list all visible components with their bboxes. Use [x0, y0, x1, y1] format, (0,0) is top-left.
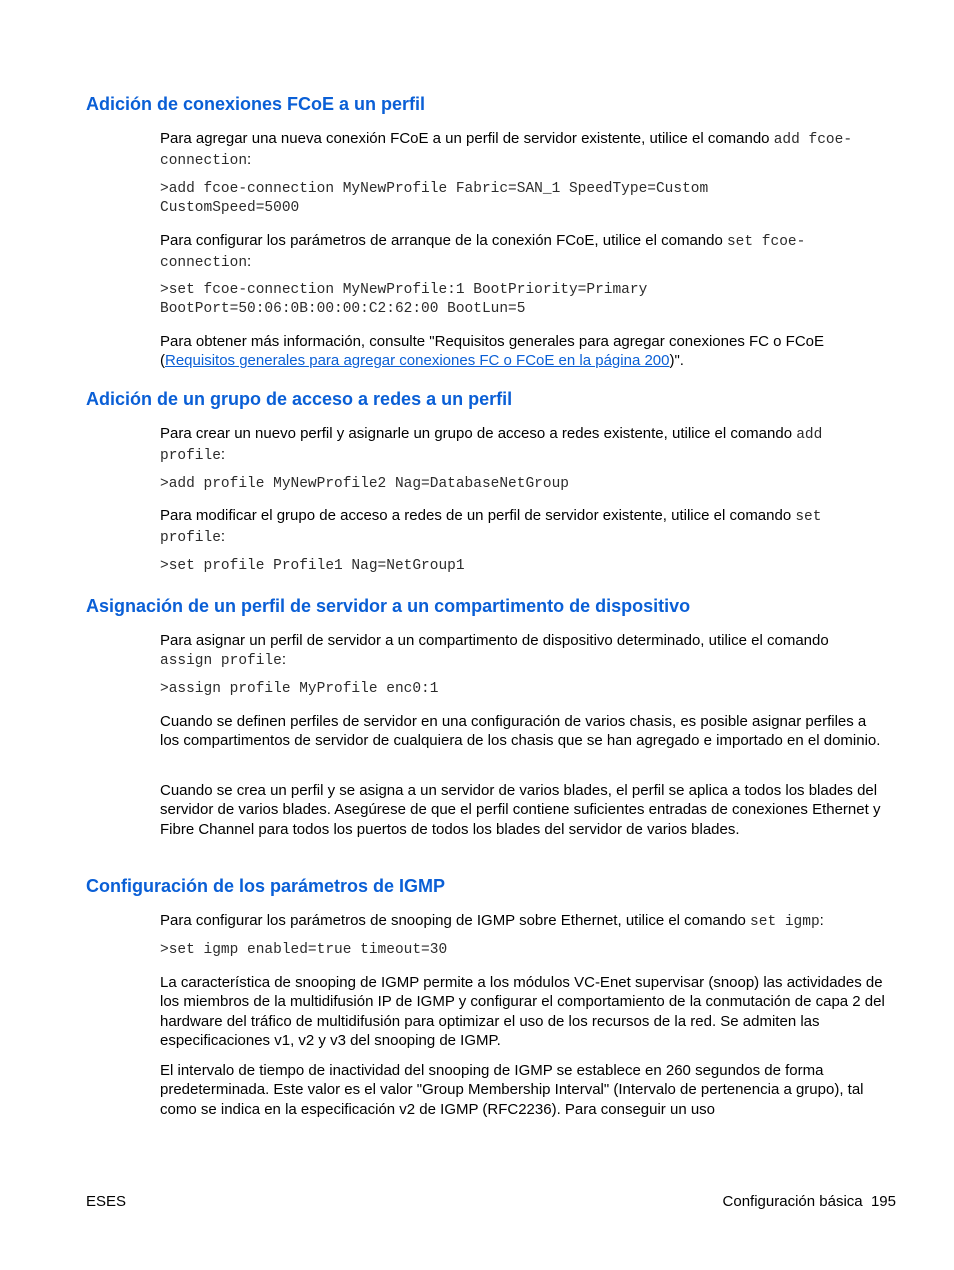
cross-reference-link[interactable]: Requisitos generales para agregar conexiones FC o FCoE en la página 200	[165, 352, 670, 370]
paragraph-text: Para asignar un perfil de servidor a un compartimento de dispositivo determinado, utilice el comando	[160, 632, 829, 649]
footer-section-name: Configuración básica	[722, 1193, 863, 1210]
paragraph-text: Para obtener más información, consulte "Requisitos generales para agregar conexiones FC o FCoE (	[160, 333, 825, 370]
section-heading-network-access-group: Adición de un grupo de acceso a redes a un perfil	[86, 389, 513, 409]
inline-command: set igmp	[750, 914, 820, 930]
code-block: >assign profile MyProfile enc0:1	[160, 681, 439, 697]
colon: :	[220, 528, 226, 546]
code-block: >set igmp enabled=true timeout=30	[160, 942, 448, 958]
paragraph	[160, 424, 885, 467]
code-block: >add profile MyNewProfile2 Nag=DatabaseNetGroup	[160, 476, 569, 492]
paragraph-text: Para crear un nuevo perfil y asignarle un grupo de acceso a redes existente, utilice el comando	[160, 425, 797, 442]
paragraph: El intervalo de tiempo de inactividad del snooping de IGMP se establece en 260 segundos de forma predeterminada. Este valor es el valor "Group Membership Interval" (Intervalo de pertenencia a grupo), tal como se indica en la especificación v2 de IGMP (RFC2236). Para conseguir un uso	[160, 1062, 864, 1118]
colon: :	[281, 651, 286, 669]
colon: :	[247, 151, 252, 169]
inline-command: set fcoe-connection	[160, 234, 806, 272]
section-heading-igmp: Configuración de los parámetros de IGMP	[86, 876, 446, 896]
paragraph	[160, 332, 885, 371]
paragraph	[160, 129, 885, 172]
paragraph: Cuando se crea un perfil y se asigna a un servidor de varios blades, el perfil se aplica a todos los blades del servidor de varios blades. Asegúrese de que el perfil contiene suficientes entradas de conexiones Ethernet y Fibre Channel para todos los puertos de todos los blades del servidor de varios blades.	[160, 782, 881, 838]
paragraph-text: Para configurar los parámetros de arranque de la conexión FCoE, utilice el comando	[160, 232, 727, 249]
paragraph-text: Para agregar una nueva conexión FCoE a un perfil de servidor existente, utilice el comando	[160, 130, 774, 147]
inline-command: add fcoe-connection	[160, 132, 853, 170]
inline-command: assign profile	[160, 653, 282, 670]
colon: :	[819, 912, 824, 929]
code-block: >set profile Profile1 Nag=NetGroup1	[160, 558, 465, 574]
paragraph	[160, 911, 885, 932]
paragraph-text: Para configurar los parámetros de snooping de IGMP sobre Ethernet, utilice el comando	[160, 912, 751, 929]
paragraph	[160, 631, 885, 672]
inline-command: set profile	[160, 509, 822, 547]
inline-command: add profile	[160, 427, 823, 465]
section-heading-assign-profile: Asignación de un perfil de servidor a un compartimento de dispositivo	[86, 596, 691, 616]
page-number: 195	[870, 1193, 896, 1210]
code-block: >set fcoe-connection MyNewProfile:1 BootPriority=Primary BootPort=50:06:0B:00:00:C2:62:00 BootLun=5	[160, 282, 648, 318]
paragraph-text: Para modificar el grupo de acceso a redes de un perfil de servidor existente, utilice el comando	[160, 507, 796, 524]
paragraph	[160, 506, 885, 549]
paragraph: La característica de snooping de IGMP permite a los módulos VC-Enet supervisar (snoop) las actividades de los miembros de la multidifusión IP de IGMP y configurar el comportamiento de la conmutación de capa 2 del hardware del tráfico de multidifusión para optimizar el uso de los recursos de la red. Se admiten las especificaciones v1, v2 y v3 del snooping de IGMP.	[160, 974, 885, 1049]
colon: :	[247, 253, 252, 271]
paragraph	[160, 231, 885, 274]
section-heading-fcoe: Adición de conexiones FCoE a un perfil	[86, 94, 426, 114]
colon: :	[220, 446, 226, 464]
paragraph-text: )".	[669, 352, 684, 370]
footer-page-info	[723, 1192, 896, 1211]
footer-language-code: ESES	[86, 1193, 127, 1210]
paragraph: Cuando se definen perfiles de servidor en una configuración de varios chasis, es posible asignar perfiles a los compartimentos de servidor de cualquiera de los chasis que se han agregado e importado en el dominio.	[160, 713, 881, 750]
code-block: >add fcoe-connection MyNewProfile Fabric=SAN_1 SpeedType=Custom CustomSpeed=5000	[160, 181, 709, 217]
